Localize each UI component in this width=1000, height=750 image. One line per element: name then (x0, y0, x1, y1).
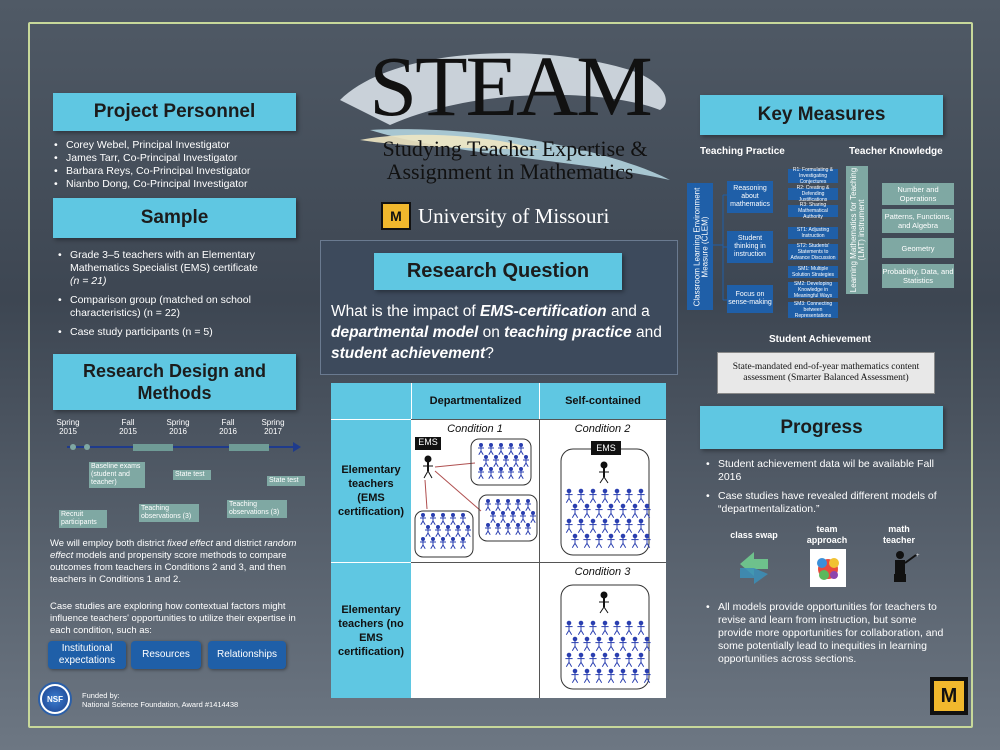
student-figure (565, 621, 572, 635)
design-header: Research Design and Methods (53, 354, 296, 410)
progress-item: • All models provide opportunities for teachers to revise and learn from instruction, but some provide more opportunities for collaboration, and some potentially lead to inequities in learning opportunities across sections. (702, 601, 944, 666)
student-figure (515, 500, 521, 511)
student-figure (435, 526, 441, 537)
student-figure (523, 456, 529, 467)
student-figure (637, 621, 644, 635)
clem-sub-sm3: SM3: Connecting between Representations (788, 302, 838, 318)
student-figure (601, 489, 608, 503)
row-ems: Elementary teachers (EMS certification) (331, 419, 411, 562)
student-figure (460, 538, 466, 549)
sample-list (54, 249, 299, 339)
student-figure (595, 504, 602, 518)
student-figure (625, 519, 632, 533)
condition-1-label: Condition 1 (447, 423, 503, 435)
student-figure (631, 637, 638, 651)
progress-item: • Student achievement data wil be available Fall 2016 (702, 458, 942, 484)
design-paragraph-1: We will employ both district fixed effect and district random effect models and propensity score methods to compare outcomes from teachers in Conditions 2 and 3, and then teachers in Conditions 1 and 2. (50, 538, 297, 585)
student-figure (619, 504, 626, 518)
timeline-event: Teaching observations (3) (139, 504, 199, 522)
student-figure (450, 514, 456, 525)
student-figure (619, 669, 626, 683)
student-figure (601, 519, 608, 533)
ems-badge: EMS (418, 437, 438, 447)
clem-sub-r3: R3: Sharing Mathematical Authority (788, 205, 838, 217)
student-figure (440, 514, 446, 525)
student-figure (613, 621, 620, 635)
student-figure (515, 524, 521, 535)
timeline-label: Spring 2016 (166, 418, 190, 436)
timeline-label: Fall 2016 (219, 418, 237, 436)
swap-arrows-icon (736, 550, 772, 586)
student-figure (595, 669, 602, 683)
student-figure (619, 637, 626, 651)
model-class-swap: class swap (730, 530, 778, 540)
nsf-logo-icon (38, 682, 72, 716)
student-figure (510, 512, 516, 523)
relationships-button[interactable]: Relationships (208, 641, 286, 669)
mizzou-logo-icon: M (930, 677, 968, 715)
ems-badge: EMS (596, 443, 616, 453)
timeline (53, 418, 303, 528)
student-figure (490, 512, 496, 523)
lmt-item: Number and Operations (882, 183, 954, 205)
student-figure (601, 621, 608, 635)
student-figure (460, 514, 466, 525)
student-figure (637, 489, 644, 503)
student-figure (525, 524, 531, 535)
student-figure (583, 637, 590, 651)
student-figure (583, 534, 590, 548)
model-team-approach: team approach (806, 524, 848, 545)
student-figure (565, 519, 572, 533)
student-figure (465, 526, 471, 537)
clem-sub-st1: ST1: Adjusting Instruction (788, 227, 838, 239)
clem-sub-r1: R1: Formulating & Investigating Conjectures (788, 169, 838, 183)
teacher-board-icon (886, 549, 926, 585)
student-figure (607, 637, 614, 651)
student-thinking-box: Student thinking in instruction (727, 231, 773, 263)
student-figure (495, 524, 501, 535)
logo-subtitle-2: Assignment in Mathematics (386, 159, 634, 184)
student-figure (631, 504, 638, 518)
design-paragraph-2: Case studies are exploring how contextual factors might influence teachers' opportunities to utilize their expertise in each condition, such as: (50, 601, 296, 636)
student-figure (440, 538, 446, 549)
logo-subtitle-1: Studying Teacher Expertise & (382, 136, 648, 161)
lmt-item: Probability, Data, and Statistics (882, 264, 954, 288)
student-figure (577, 653, 584, 667)
timeline-bar (229, 444, 269, 451)
lmt-box (846, 166, 868, 294)
timeline-event: State test (267, 476, 305, 486)
col-self-contained: Self-contained (539, 383, 666, 419)
personnel-item: • James Tarr, Co-Principal Investigator (50, 152, 310, 165)
resources-button[interactable]: Resources (131, 641, 201, 669)
sense-making-box: Focus on sense-making (727, 285, 773, 313)
clem-box (687, 183, 713, 310)
team-puzzle-icon (810, 549, 846, 587)
student-figure (500, 512, 506, 523)
student-figure (485, 500, 491, 511)
student-achievement-label: Student Achievement (769, 334, 871, 345)
condition-2-label: Condition 2 (574, 423, 631, 435)
timeline-bar (133, 444, 173, 451)
student-figure (445, 526, 451, 537)
student-figure (455, 526, 461, 537)
university-name: University of Missouri (418, 204, 610, 228)
clem-label: Classroom Learning Environment Measure (CLEM) (692, 187, 710, 307)
timeline-event: Baseline exams (student and teacher) (89, 462, 145, 488)
student-figure (607, 504, 614, 518)
personnel-item: • Barbara Reys, Co-Principal Investigator (50, 165, 310, 178)
student-figure (625, 489, 632, 503)
student-figure (430, 538, 436, 549)
student-figure (619, 534, 626, 548)
student-figure (613, 653, 620, 667)
personnel-header: Project Personnel (53, 93, 296, 131)
student-figure (498, 444, 504, 455)
mizzou-m-icon: M (381, 202, 411, 230)
student-figure (450, 538, 456, 549)
student-figure (571, 669, 578, 683)
teaching-practice-label: Teaching Practice (700, 146, 785, 157)
clem-sub-st2: ST2: Students' Statements to Advance Discussion (788, 244, 838, 260)
student-figure (625, 621, 632, 635)
student-figure (508, 444, 514, 455)
student-figure (520, 512, 526, 523)
assessment-box: State-mandated end-of-year mathematics content assessment (Smarter Balanced Assessment) (717, 352, 935, 394)
student-figure (577, 621, 584, 635)
student-figure (583, 504, 590, 518)
timeline-label: Spring 2015 (56, 418, 80, 436)
row-no-ems: Elementary teachers (no EMS certification) (331, 562, 411, 698)
student-figure (607, 534, 614, 548)
student-figure (583, 669, 590, 683)
col-departmentalized: Departmentalized (411, 383, 539, 419)
lmt-label: Learning Mathematics for Teaching (LMT) instrument (849, 167, 866, 293)
personnel-list (50, 139, 310, 191)
lmt-item: Patterns, Functions, and Algebra (882, 209, 954, 233)
student-figure (637, 519, 644, 533)
student-figure (631, 669, 638, 683)
student-figure (525, 500, 531, 511)
student-figure (577, 519, 584, 533)
student-figure (643, 534, 650, 548)
student-figure (589, 621, 596, 635)
student-figure (595, 637, 602, 651)
student-figure (505, 524, 511, 535)
student-figure (488, 468, 494, 479)
student-figure (625, 653, 632, 667)
student-figure (643, 504, 650, 518)
timeline-label: Spring 2017 (261, 418, 285, 436)
nsf-badge: NSF (42, 686, 68, 712)
clem-sub-sm2: SM2: Developing Knowledge in Meaningful Ways (788, 282, 838, 298)
sample-item: • Case study participants (n = 5) (54, 326, 299, 339)
clem-sub-r2: R2: Creating & Defending Justifications (788, 188, 838, 200)
student-figure (607, 669, 614, 683)
student-figure (571, 637, 578, 651)
clem-sub-sm1: SM1: Multiple Solution Strategies (788, 266, 838, 278)
student-figure (565, 489, 572, 503)
timeline-label: Fall 2015 (119, 418, 137, 436)
key-measures-header: Key Measures (700, 95, 943, 135)
model-math-teacher: math teacher (882, 524, 916, 545)
student-figure (589, 519, 596, 533)
student-figure (571, 504, 578, 518)
progress-item: • Case studies have revealed different models of “departmentalization.” (702, 490, 942, 516)
student-figure (530, 512, 536, 523)
student-figure (518, 468, 524, 479)
student-figure (643, 669, 650, 683)
funding-line-2: National Science Foundation, Award #1414438 (82, 700, 239, 709)
student-figure (513, 456, 519, 467)
sample-header: Sample (53, 198, 296, 238)
condition-3-label: Condition 3 (574, 566, 631, 578)
student-figure (589, 653, 596, 667)
student-figure (420, 538, 426, 549)
student-figure (505, 500, 511, 511)
student-figure (488, 444, 494, 455)
student-figure (601, 653, 608, 667)
student-figure (577, 489, 584, 503)
teacher-knowledge-label: Teacher Knowledge (849, 146, 943, 157)
logo-title: STEAM (369, 38, 651, 134)
timeline-event: Recruit participants (59, 510, 107, 528)
student-figure (478, 468, 484, 479)
progress-list-bottom (702, 601, 944, 666)
funding-line-1: Funded by: (82, 691, 120, 700)
student-figure (478, 444, 484, 455)
svg-text:+: + (916, 553, 920, 559)
student-figure (495, 500, 501, 511)
research-question-text: What is the impact of EMS-certification and a departmental model on teaching practice and student achievement? (331, 303, 662, 362)
student-figure (565, 653, 572, 667)
research-question-panel (320, 240, 678, 375)
personnel-item: • Corey Webel, Principal Investigator (50, 139, 310, 152)
student-figure (483, 456, 489, 467)
student-figure (571, 534, 578, 548)
progress-list-top (702, 458, 942, 516)
sample-item: • Comparison group (matched on school characteristics) (n = 22) (54, 294, 299, 320)
student-figure (425, 526, 431, 537)
personnel-item: • Nianbo Dong, Co-Principal Investigator (50, 178, 310, 191)
student-figure (613, 489, 620, 503)
sample-item: • Grade 3–5 teachers with an Elementary Mathematics Specialist (EMS) certificate (n = 21) (54, 249, 299, 288)
conditions-table (331, 383, 666, 698)
student-figure (637, 653, 644, 667)
timeline-event: State test (173, 470, 211, 480)
student-figure (485, 524, 491, 535)
institutional-expectations-button[interactable]: Institutional expectations (48, 641, 126, 669)
student-figure (498, 468, 504, 479)
student-figure (518, 444, 524, 455)
research-question-header: Research Question (374, 253, 622, 290)
lmt-item: Geometry (882, 238, 954, 258)
timeline-event: Teaching observations (3) (227, 500, 287, 518)
student-figure (420, 514, 426, 525)
reasoning-box: Reasoning about mathematics (727, 181, 773, 213)
student-figure (613, 519, 620, 533)
progress-header: Progress (700, 406, 943, 449)
student-figure (643, 637, 650, 651)
student-figure (503, 456, 509, 467)
student-figure (589, 489, 596, 503)
student-figure (508, 468, 514, 479)
student-figure (430, 514, 436, 525)
student-figure (493, 456, 499, 467)
student-crowds (331, 383, 666, 698)
student-figure (631, 534, 638, 548)
student-figure (595, 534, 602, 548)
